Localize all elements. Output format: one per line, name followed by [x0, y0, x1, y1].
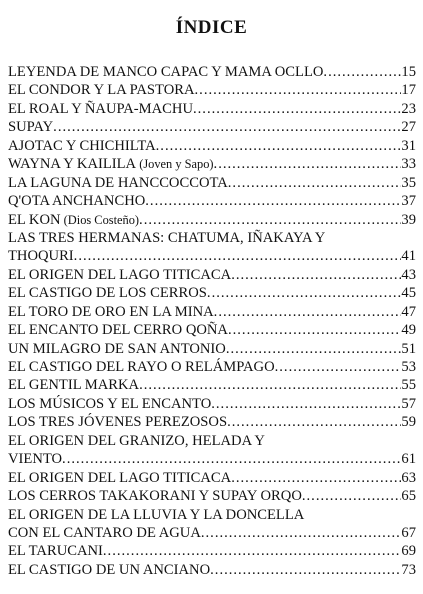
- toc-entry: [8, 450, 416, 468]
- dot-leader: [139, 376, 401, 394]
- toc-entry: [8, 284, 416, 302]
- toc-entry-page: 31: [401, 137, 416, 154]
- toc-entry-title: EL ORIGEN DEL GRANIZO, HELADA Y: [8, 432, 265, 449]
- toc-entry-page: 67: [401, 524, 416, 541]
- toc-entry: [8, 63, 416, 81]
- toc-entry-page: 73: [401, 561, 416, 578]
- dot-leader: [302, 487, 402, 505]
- dot-leader: [231, 266, 401, 284]
- toc-entry-page: 45: [401, 285, 416, 302]
- toc-entry: [8, 542, 416, 560]
- toc-entry-page: 27: [401, 119, 416, 136]
- dot-leader: [195, 81, 402, 99]
- dot-leader: [74, 247, 402, 265]
- toc-entry-note: (Joven y Sapo): [139, 157, 214, 172]
- dot-leader: [201, 524, 402, 542]
- toc-entry-page: 35: [401, 174, 416, 191]
- dot-leader: [275, 358, 402, 376]
- toc-entry-title: CON EL CANTARO DE AGUA: [8, 524, 201, 541]
- toc-entry-title: EL ORIGEN DEL LAGO TITICACA: [8, 469, 232, 486]
- toc-entry-page: 69: [401, 543, 416, 560]
- dot-leader: [211, 395, 401, 413]
- toc-entry-page: 53: [401, 359, 416, 375]
- toc-entry-page: 59: [401, 414, 416, 431]
- toc-entry-page: 33: [401, 156, 416, 173]
- toc-entry-title: SUPAY: [8, 119, 54, 136]
- toc-entry: [8, 321, 416, 339]
- toc-entry-title: LOS MÚSICOS Y EL ENCANTO: [8, 395, 212, 412]
- dot-leader: [227, 413, 401, 431]
- toc-entry: [8, 303, 416, 321]
- toc-entry-title: EL ENCANTO DEL CERRO QOÑA: [8, 322, 228, 339]
- toc-entry-title: LOS TRES JÓVENES PEREZOSOS: [8, 414, 228, 431]
- toc-entry: [8, 155, 416, 173]
- toc-entry: [8, 487, 416, 505]
- toc-entry-page: 49: [401, 322, 416, 339]
- toc-entry-note: (Dios Costeño): [63, 212, 140, 227]
- toc-entry-title: LA LAGUNA DE HANCCOCCOTA: [8, 174, 228, 191]
- toc-entry: [8, 211, 416, 229]
- toc-entry-title: UN MILAGRO DE SAN ANTONIO: [8, 340, 226, 357]
- toc-entry-page: 57: [401, 395, 416, 412]
- toc-entry-page: 55: [401, 377, 416, 394]
- toc-entry-title: EL TARUCANI: [8, 543, 103, 560]
- toc-entry: [8, 118, 416, 136]
- toc-entry: [8, 100, 416, 118]
- dot-leader: [214, 155, 402, 173]
- dot-leader: [323, 63, 401, 81]
- toc-entry: [8, 137, 416, 155]
- toc-entry-page: 41: [401, 248, 416, 265]
- toc-entry-page: 15: [401, 64, 416, 80]
- toc-entry-title: THOQURI: [8, 248, 74, 265]
- toc-entry-page: 51: [401, 340, 416, 357]
- toc-entry-title: Q'OTA ANCHANCHO: [8, 193, 146, 210]
- toc-entry: [8, 395, 416, 413]
- toc-entry: [8, 247, 416, 265]
- toc-entry-title: LAS TRES HERMANAS: CHATUMA, IÑAKAYA Y: [8, 229, 326, 246]
- dot-leader: [207, 284, 401, 302]
- dot-leader: [193, 100, 401, 118]
- toc-entry: [8, 358, 416, 376]
- toc-entry-title: LEYENDA DE MANCO CAPAC Y MAMA OCLLO: [8, 64, 324, 80]
- toc-entry-page: 37: [401, 193, 416, 210]
- toc-entry-page: 23: [401, 100, 416, 117]
- toc-entry-title: EL CASTIGO DE LOS CERROS: [8, 285, 207, 302]
- toc-entry: [8, 413, 416, 431]
- dot-leader: [139, 211, 401, 229]
- toc-entry: [8, 266, 416, 284]
- dot-leader: [228, 174, 402, 192]
- toc-entry-title: AJOTAC Y CHICHILTA: [8, 137, 156, 154]
- toc-entry-page: 39: [401, 211, 416, 228]
- toc-entry-page: 65: [401, 488, 416, 505]
- dot-leader: [62, 450, 401, 468]
- toc-entry: [8, 469, 416, 487]
- toc-entry: [8, 506, 416, 524]
- toc-entry-page: 43: [401, 266, 416, 283]
- dot-leader: [214, 303, 402, 321]
- toc-entry-title: LOS CERROS TAKAKORANI Y SUPAY ORQO: [8, 488, 302, 505]
- dot-leader: [103, 542, 402, 560]
- toc-entry: [8, 376, 416, 394]
- index-title: ÍNDICE: [175, 17, 248, 38]
- toc-entry: [8, 340, 416, 358]
- toc-entry-title: EL ORIGEN DE LA LLUVIA Y LA DONCELLA: [8, 506, 305, 523]
- toc-entry-page: 17: [401, 82, 416, 99]
- toc-entry-page: 63: [401, 469, 416, 486]
- toc-entry: [8, 524, 416, 542]
- toc-entry-title: VIENTO: [8, 451, 63, 468]
- toc-entry: [8, 174, 416, 192]
- toc-entry: [8, 561, 416, 579]
- toc-entry: [8, 229, 416, 247]
- toc-entry-page: 61: [401, 451, 416, 468]
- dot-leader: [156, 137, 402, 155]
- toc-entry-title: EL ROAL Y ÑAUPA-MACHU: [8, 100, 193, 117]
- dot-leader: [228, 321, 401, 339]
- dot-leader: [210, 561, 401, 579]
- toc-entry: [8, 192, 416, 210]
- dot-leader: [231, 469, 401, 487]
- toc-entry-title: EL TORO DE ORO EN LA MINA: [8, 303, 214, 320]
- toc-entry-title: EL CASTIGO DEL RAYO O RELÁMPAGO: [8, 359, 275, 375]
- toc-entry: [8, 432, 416, 450]
- toc-entry-title: EL CASTIGO DE UN ANCIANO: [8, 561, 211, 578]
- toc-entry-title: EL CONDOR Y LA PASTORA: [8, 82, 195, 99]
- toc-entry-title: WAYNA Y KAILILA: [8, 156, 137, 173]
- toc-entry: [8, 81, 416, 99]
- dot-leader: [226, 340, 402, 358]
- toc-entry-title: EL ORIGEN DEL LAGO TITICACA: [8, 266, 232, 283]
- toc-entry-title: EL GENTIL MARKA: [8, 377, 140, 394]
- toc-entry-page: 47: [401, 303, 416, 320]
- dot-leader: [145, 192, 401, 210]
- table-of-contents: [8, 63, 416, 579]
- dot-leader: [53, 118, 401, 136]
- toc-entry-title: EL KON: [8, 211, 61, 228]
